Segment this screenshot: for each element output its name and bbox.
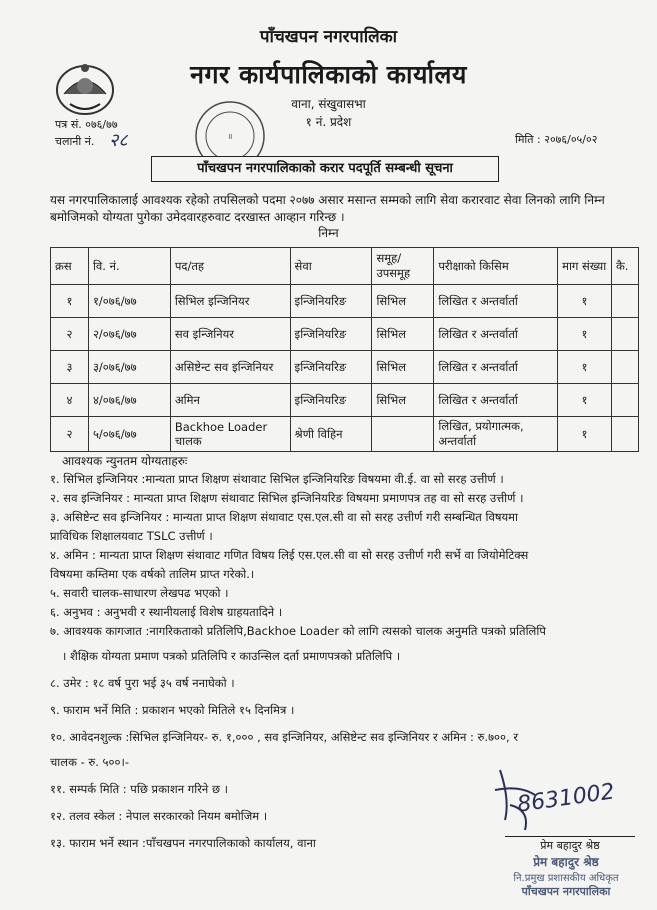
table-row xyxy=(51,384,639,417)
svg-text:॥: ॥ xyxy=(227,132,233,141)
cell-ad-no: ४/०७६/७७ xyxy=(88,384,170,417)
cell-service: इन्जिनियरिङ xyxy=(290,285,372,318)
list-item: १२. तलव स्केल : नेपाल सरकारको नियम बमोजिम । xyxy=(50,809,268,823)
cell-remarks xyxy=(611,417,638,452)
table-row xyxy=(51,285,639,318)
cell-post: असिष्टेन्ट सव इन्जिनियर xyxy=(170,351,290,384)
stamp-signatory-title: नि.प्रमुख प्रशासकीय अधिकृत xyxy=(513,873,619,884)
list-item: १०. आवेदनशुल्क :सिभिल इन्जिनियर- रु. १,००० , सव इन्जिनियर, असिष्टेन्ट सव इन्जिनियर र अमिन : रु.७००, र xyxy=(50,730,519,744)
cell-ad-no: २/०७६/७७ xyxy=(88,318,170,351)
cell-exam-type: लिखित र अन्तर्वार्ता xyxy=(434,384,558,417)
stamp-signatory-name: प्रेम बहादुर श्रेष्ठ xyxy=(533,855,599,869)
list-item: २. सव इन्जिनियर : मान्यता प्राप्त शिक्षण संथावाट सिभिल इन्जिनियरिङ विषयमा प्रमाणपत्र तह वा सो सरह उत्तीर्ण । xyxy=(50,491,524,505)
cell-exam-type: लिखित र अन्तर्वार्ता xyxy=(434,318,558,351)
col-header-demand: माग संख्या xyxy=(558,248,612,285)
cell-post: सिभिल इन्जिनियर xyxy=(170,285,290,318)
cell-demand: १ xyxy=(558,417,612,452)
col-header-ad-no: वि. नं. xyxy=(88,248,170,285)
cell-exam-type: लिखित र अन्तर्वार्ता xyxy=(434,351,558,384)
cell-demand: १ xyxy=(558,285,612,318)
list-item: ३. असिष्टेन्ट सव इन्जिनियर : मान्यता प्राप्त शिक्षण संथावाट एस.एल.सी वा सो सरह उत्तीर्ण गरी सम्बन्धित विषयमा xyxy=(50,510,519,524)
cell-service: इन्जिनियरिङ xyxy=(290,318,372,351)
cell-post: Backhoe Loader चालक xyxy=(170,417,290,452)
cell-remarks xyxy=(611,351,638,384)
table-row xyxy=(51,417,639,452)
col-header-remarks: कै. xyxy=(611,248,638,285)
col-header-sn: क्रस xyxy=(51,248,89,285)
notice-title: पाँचखपन नगरपालिकाको करार पदपूर्ति सम्बन्धी सूचना xyxy=(151,156,499,182)
list-item: ८. उमेर : १८ वर्ष पुरा भई ३५ वर्ष ननाघेको । xyxy=(50,676,235,690)
list-item: ६. अनुभव : अनुभवी र स्थानीयलाई विशेष ग्राहयतादिने । xyxy=(50,605,283,619)
cell-group: सिभिल xyxy=(372,384,434,417)
col-header-post: पद/तह xyxy=(170,248,290,285)
cell-sn: २ xyxy=(51,417,89,452)
cell-exam-type: लिखित, प्रयोगात्मक, अन्तर्वार्ता xyxy=(434,417,558,452)
cell-group: सिभिल xyxy=(372,351,434,384)
cell-group: सिभिल xyxy=(372,318,434,351)
list-item: ४. अमिन : मान्यता प्राप्त शिक्षण संथावाट गणित विषय लिई एस.एल.सी वा सो सरह उत्तीर्ण गरी सर्भे वा जियोमेटिक्स xyxy=(50,548,529,562)
cell-demand: १ xyxy=(558,384,612,417)
list-item: १. सिभिल इन्जिनियर :मान्यता प्राप्त शिक्षण संथावाट सिभिल इन्जिनियरिङ विषयमा वी.ई. वा सो सरह उत्तीर्ण । xyxy=(50,472,504,486)
qualifications-title: आवश्यक न्युनतम योग्यताहरुः xyxy=(62,454,188,468)
table-row xyxy=(51,351,639,384)
table-row xyxy=(51,318,639,351)
signatory-name: प्रेम बहादुर श्रेष्ठ xyxy=(540,839,600,852)
cell-exam-type: लिखित र अन्तर्वार्ता xyxy=(434,285,558,318)
cell-service: इन्जिनियरिङ xyxy=(290,351,372,384)
cell-ad-no: १/०७६/७७ xyxy=(88,285,170,318)
reference-number: पत्र सं. ०७६/७७ xyxy=(55,118,118,131)
cell-group: सिभिल xyxy=(372,285,434,318)
municipality-name: पाँचखपन नगरपालिका xyxy=(259,27,398,47)
col-header-service: सेवा xyxy=(290,248,372,285)
cell-ad-no: ५/०७६/७७ xyxy=(88,417,170,452)
cell-service: श्रेणी विहिन xyxy=(290,417,372,452)
col-header-exam-type: परीक्षाको किसिम xyxy=(434,248,558,285)
list-item: ११. सम्पर्क मिति : पछि प्रकाशन गरिने छ । xyxy=(50,782,229,796)
list-item: ७. आवश्यक कागजात :नागरिकताको प्रतिलिपि,Backhoe Loader को लागि त्यसको चालक अनुमति पत्रको प्रतिलिपि xyxy=(50,624,546,638)
cell-remarks xyxy=(611,285,638,318)
handwritten-number: 8631002 xyxy=(515,779,617,818)
nepal-emblem-icon xyxy=(50,58,120,118)
office-address: वाना, संखुवासभा xyxy=(291,97,366,111)
list-item: विषयमा कम्तिमा एक वर्षको तालिम प्राप्त गरेको.। xyxy=(50,567,255,581)
cell-sn: ३ xyxy=(51,351,89,384)
dispatch-number-handwritten: २८ xyxy=(109,130,128,151)
cell-post: अमिन xyxy=(170,384,290,417)
province: १ नं. प्रदेश xyxy=(305,115,352,129)
list-item: । शैक्षिक योग्यता प्रमाण पत्रको प्रतिलिपि र काउन्सिल दर्ता प्रमाणपत्रको प्रतिलिपि । xyxy=(62,649,401,663)
stamp-office-name: पाँचखपन नगरपालिका xyxy=(521,885,611,898)
vacancy-table xyxy=(50,247,639,452)
letter-date: मिति : २०७६/०५/०२ xyxy=(515,133,598,146)
cell-sn: १ xyxy=(51,285,89,318)
col-header-group: समूह/ उपसमूह xyxy=(372,248,434,285)
intro-paragraph: यस नगरपालिकालाई आवश्यक रहेको तपसिलको पदमा २०७७ असार मसान्त सम्मको लागि सेवा करारवाट सेवा लिनको लागि निम्न बमोजिमको योग्यता पुगेका उमेदवारहरुवाट दरखास्त आव्हान गरिन्छ । xyxy=(50,193,605,224)
office-name: नगर कार्यपालिकाको कार्यालय xyxy=(190,60,467,89)
cell-group xyxy=(372,417,434,452)
cell-post: सव इन्जिनियर xyxy=(170,318,290,351)
list-item: ५. सवारी चालक-साधारण लेखपढ भएको । xyxy=(50,586,229,600)
intro-continuation: निम्न xyxy=(318,226,339,240)
list-item: प्राविधिक शिक्षालयवाट TSLC उत्तीर्ण । xyxy=(50,529,213,543)
cell-sn: ४ xyxy=(51,384,89,417)
signature-line xyxy=(505,836,635,837)
cell-remarks xyxy=(611,318,638,351)
cell-sn: २ xyxy=(51,318,89,351)
cell-demand: १ xyxy=(558,318,612,351)
cell-demand: १ xyxy=(558,351,612,384)
dispatch-label: चलानी नं. xyxy=(55,135,95,148)
cell-service: इन्जिनियरिङ xyxy=(290,384,372,417)
list-item: चालक - रु. ५००।- xyxy=(50,755,130,769)
list-item: १३. फाराम भर्ने स्थान :पाँचखपन नगरपालिकाको कार्यालय, वाना xyxy=(50,836,316,850)
list-item: ९. फाराम भर्ने मिति : प्रकाशन भएको मितिले १५ दिनमित्र । xyxy=(50,703,295,717)
cell-ad-no: ३/०७६/७७ xyxy=(88,351,170,384)
cell-remarks xyxy=(611,384,638,417)
